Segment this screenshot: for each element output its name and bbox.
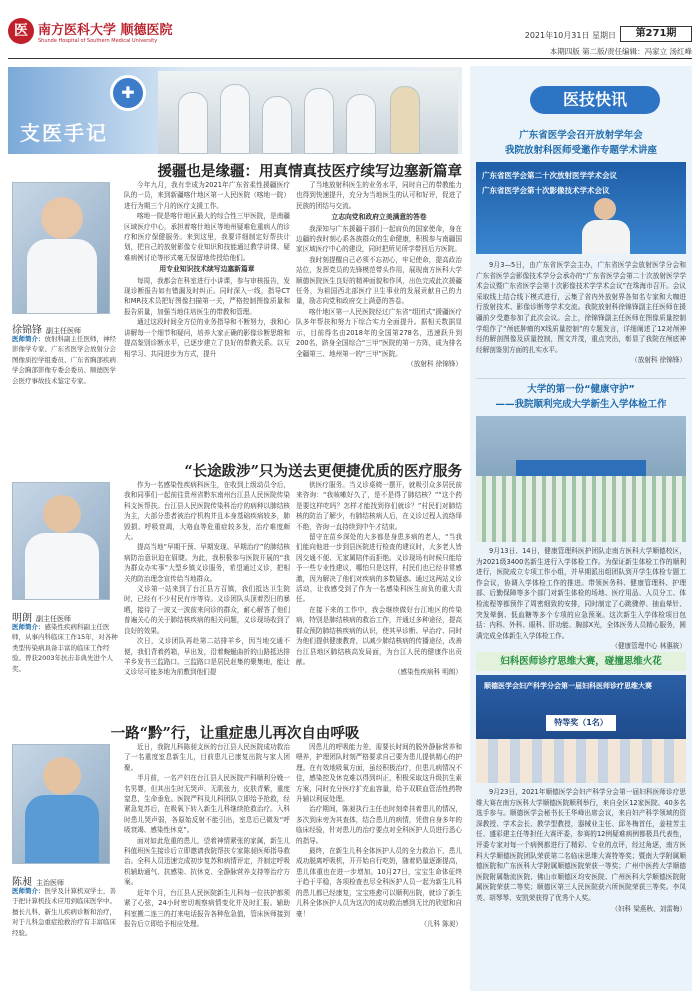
doctor-figure	[178, 92, 208, 154]
byline: （儿科 陈昶）	[420, 919, 462, 928]
doctor-photo-ming	[12, 482, 110, 600]
news-2-photo	[476, 416, 686, 542]
paragraph: 在接下来的工作中，我会继续做好台江地区的传染病，特别是肺结核病的救治工作，并通过多种途径，提高群众预防肺结核疾病的认识，使其早诊断、早治疗、同时为他们提供健康教育，以减少肺结核病的传播途径，改善台江县地区肺结核高发局面，为台江人民的健康作出贡献。	[296, 605, 462, 666]
doctor-name: 徐锦锋	[12, 325, 42, 336]
paragraph: 次日，义诊团队再赴第二站排羊乡，因当地交通不便，我们背着药箱，早出发，沿着蜿蜒曲折的山路抵达排羊乡发书三监路口。三监路口是居民赶集的聚集地，能让义诊尽可能多地为前敷到他们提	[124, 637, 290, 677]
column-title: 支医手记	[20, 121, 108, 145]
issue-number: 第271期	[620, 26, 692, 42]
news-3-photo	[476, 675, 686, 783]
news-3-headline: 妇科医师诊疗思维大赛，碰撞思维火花	[476, 652, 686, 671]
paragraph: 面对如此危重的患儿，望着神情紧张的家属，新生儿科值班医生接诊后立即邀请我院帮扶专家陈昶医师指导救治。全科人员迅速完成初步复苏和病情评定，并制定呼吸机辅助通气、抗感染、抗休克、全静脉营养支持等治疗方案。	[124, 836, 290, 887]
news-3-byline: （妇科 梁燕秋、刘雷梅）	[611, 904, 686, 913]
doctor-title: 副主任医师	[46, 327, 81, 335]
news-3	[476, 652, 686, 914]
paragraph: 喀什地区第一人民医院经过广东省“组团式”援疆医疗队多年帮扶和努力下综合实力全面提升。据相关数据显示，目前得名由2018年的全国第278名，迅速跃升到200名，跻身全国综合“三甲”医院的第一方阵，成为排名全疆第三、地州第一的“三甲”医院。	[296, 307, 462, 358]
article-3-column-1	[124, 742, 290, 988]
doctor-photo-xu	[12, 182, 110, 314]
paragraph: 每周，我都会在科室进行小讲课，参与审核报告，发现诊断报告如有错漏及时纠正。同时深入一线，指导CT和MR技术员把好图像扫描第一关，严格控制图像质量和报告质量，加强当地住培医生的带教和管理。	[124, 276, 290, 316]
paragraph: 我深知与广东援疆干部们一起肩负的国家使命，身在边疆的我时刻心系各族群众的生命健康，积极参与南疆国家区域医疗中心的建设，同时把所见所学带回后方医院。	[296, 224, 462, 254]
article-3-column-2	[296, 742, 462, 988]
paragraph: 因患儿的呼吸能力差，需要长时间的脱外静脉营养和喂养，护理团队时刻严格要求自己要为患儿提供精心的护理。在有效地吸氧方面，虽经积极治疗，但患儿病情况不佳，感染控及休克难以得到纠正，积极采取这升级抗生素方案，同时充分医疗扩充血容量，给予双联血管活性药物升辅以利尿处理。	[296, 743, 462, 804]
paragraph: 今年九月，我有幸成为2021年广东省柔性援疆医疗队的一员，来到新疆喀什地区第一人民医院（喀地一院）进行为期三个月的医疗支援工作。	[124, 181, 290, 210]
news-2-subheadline: ——我院顺利完成大学新生入学体检工作	[495, 399, 667, 410]
doctor-badge-icon: ✚	[110, 75, 146, 111]
header-divider	[8, 58, 692, 59]
news-2-body: 9月13日、14日，健康管理科医护团队走南方医科大学顺德校区，为2021级3400名新生进行入学体检工作。为保证新生体检工作的顺利进行，医院成立专项工作小组，并早期派出组团队到开学生体检专题工作会议，协调入学体检工作的推进。带领医务科、健康管理科、护理部、后勤保障等多个部门对新生体检的场地、医疗用品、人员分工、体检流程等都预作了周密细致的安排，同时制定了心跳骤停、抽血晕针、突发晕倒、低血糖等多个专项的应急预案。这次新生入学体检项目包括：内科、外科、眼科、肝功能、胸部X光，全体医务人员精心服务，圆满完成全体新生入学体检工作。	[476, 547, 686, 640]
photo-banner-text: 广东省医学会第十次影像技术学术会议	[482, 186, 610, 195]
article-2-title: “长途跋涉”只为送去更便捷优质的医疗服务	[184, 463, 462, 480]
banner-photo	[158, 71, 458, 154]
paragraph: 近年个月，台江县人民医院新生儿科每一位扶护都须紧了心弦，24小时密切观察病情变化并及时汇报。辅助科室搬二连三的打来电话报告各种危急值，管床医师接到报告后立即给予相应处理。	[124, 888, 290, 928]
issue-date: 2021年10月31日 星期日	[524, 31, 616, 40]
paragraph: 了当地放射科医生的业务水平，同时自己的带教能力也得到快速提升，充分为当地医生的认可和好评，促进了民族的团结与交流。	[296, 181, 462, 210]
masthead	[0, 0, 700, 62]
doctor-intro-xu: 医师简介：放射科副主任医师，神经影像学专家、广东省医学会放射分会图像质控学组委员、广东省胸部疾病学会胸部影像专委会委员、顺德医学会医疗事故技术鉴定专家。	[12, 335, 116, 385]
news-2	[476, 382, 686, 652]
news-1-photo	[476, 162, 686, 254]
paragraph: 作为一名感染性疾病科医生，在收到上级动员令后，我和同事们一起前往贵州省黔东南州台江县人民医院传染科支医帮扶。台江县人民医院传染科治疗的病种以肺结核为主，大部分患者被治疗机构并且本身基础疾病较多，肺毁损、呼吸衰竭，大咯血等危重症较多发，治疗难度颇大。	[124, 481, 290, 542]
paragraph: 留守在苗乡深处的大多都是身患多病的老人，“当我们能向他进一步到县医院进行检查的建议时，大多老人皆因交通不便、无家属陪伴而拒绝。义诊现场有时候只能给予一些专业性建议，哪怕只是这样，村民们也已经非常感激，因为解决了他们对疾病的多数疑惑。通过这两站义诊活动，让我感受到了作为一名感染科医生肩负的重大责任。	[296, 533, 462, 604]
doctor-figure	[220, 84, 250, 154]
doctor-intro-chen: 医师简介：医学及计算机双学士，善于把计算机技术应用到临床医学中。擅长儿科、新生儿疾病诊断和治疗，对于儿科急重症抢救治疗有丰富临床经验。	[12, 887, 116, 937]
byline: （放射科 徐锦锋）	[407, 359, 462, 368]
news-1-subheadline: 我院放射科医师受邀作专题学术讲座	[504, 145, 657, 156]
paragraph: 治疗期间，陈昶执行主任也时刻牵挂着患儿的情况，多次到床旁为其查体，结合患儿的病情，凭借自身多年的临床经验，针对患儿的治疗要点对全科医护人员进行悉心的指导。	[296, 805, 462, 845]
news-1	[476, 128, 686, 366]
article-2-column-2	[296, 480, 462, 716]
paragraph: 通过这段时间全方位的业务指导和不断努力，我和心讲解每一个细节和疑问，培养大家正确的影像诊断思维和提高鉴别诊断水平，已逐步建立了良好的带教关系。以互相学习、共同进步为方式，提升	[124, 318, 290, 358]
article-1-title: 援疆也是缘疆：用真情真技医疗续写边塞新篇章	[157, 163, 462, 180]
paragraph: 供医疗服务。当义诊桌椅一摆开，就吸引众多居民前来咨询：“我咳嗽好久了，是不是得了肺结核？”“这个药是要这样吃吗？怎样才能找到你们就诊？”村民们对肺结核的防治了解少，有肺结核病人后，在义诊过程人流络绎不绝，咨询一直持续到中午才结束。	[296, 481, 462, 531]
banner-flag	[390, 86, 420, 154]
byline: （感染性疾病科 明朗）	[393, 668, 462, 677]
paragraph: 义诊第一站来到了台江县方召镇，我们抵达卫生院时，已经有不少村民有序等待。义诊团队头顶着烈日的暴晒，接待了一波又一波前来问诊的群众，耐心解答了他们普遍关心的关于肺结核疾病的相关问题，义诊现场收到了良好的效果。	[124, 585, 290, 635]
subheading: 立志向党和政府立美满意的答卷	[331, 213, 427, 222]
paragraph: 我时刻提醒自己必须不忘初心，牢记使命，提高政治站位，发挥党员的先锋模范带头作用，展现南方医科大学顺德医院医生良好的精神面貌和作风，出色完成此次援疆任务，为祖国西北部医疗卫生事业的发展贡献自己的力量，励志向党和政府交上满意的答卷。	[296, 255, 462, 306]
doctor-photo-chen	[12, 744, 110, 864]
photo-banner-text: 顺德医学会妇产科学分会第一届妇科医师诊疗思维大赛	[484, 682, 652, 690]
hospital-emblem-icon: 医	[8, 18, 34, 44]
doctor-figure	[346, 94, 376, 154]
article-2-column-1	[124, 480, 290, 716]
column-banner	[8, 67, 462, 154]
news-3-body: 9月23日，2021年顺德医学会妇产科学分会第一届妇科医师诊疗思维大赛在南方医科大学顺德医院顺利举行，来自全区12家医院、40多名选手参与。顺德医学会秘书长王华峰出席会议，来自妇产科学领域的资深教授、学术会长、教学型教授，器械业主任、邱冬梅首任，姜桂芳主任、盛彩建主任等担任大赛评委，参赛的12例疑难病例都极具代表性，评委专家对每一个病例都进行了精彩、专业的点评，经过角逐，南方医科大学顺德医院团队荣获第二名临床思维大赛特等奖；暨南大学附属顺德医院和广东医科大学附属顺德医院荣获一等奖；广州中医药大学顺德医院附属勒流医院、佛山市顺德区均安医院、广州医科大学顺德医院附属医院荣获二等奖；顺德区第三人民医院获六所医院荣获三等奖。李凤英、胡琴琴、安凯荣获得了优秀个人奖。	[476, 788, 686, 902]
sidebar-header: 医技快讯	[530, 86, 660, 114]
paragraph: 最终，在新生儿科全体医护人员的全力救治下，患儿成功脱离呼吸机，开开始自行吃奶，随着奶量逐渐提高，患儿体重也在进一步增加。10月27日，宝宝生命体征终于趋于平稳，各项检查也尽全科医护人员一起为新生儿科的患儿都已经康复，宝宝痊愈可以顺利出院，就诊了新生儿科全体医护人员为这次的成功救治感到无比的欣慰和自豪！	[296, 847, 462, 918]
article-3-title: 一路“黔”行，让重症患儿再次自由呼吸	[110, 725, 360, 742]
doctor-figure	[304, 88, 334, 154]
news-1-byline: （放射科 徐锦锋）	[631, 356, 686, 365]
hospital-name-en: Shunde Hospital of Southern Medical University	[38, 37, 158, 44]
news-1-headline: 广东省医学会召开放射学年会	[519, 130, 643, 141]
news-2-headline: 大学的第一份“健康守护”	[527, 384, 635, 395]
sidebar-divider	[476, 378, 686, 379]
subheading: 用专业知识技术续写边塞新篇章	[159, 265, 255, 274]
paragraph: 提高当地“早期干预、早期发现、早期治疗”的肺结核病防治意识迫在眉睫。为此，我积极参与医院开展的“我为群众办实事”大型乡镇义诊服务，希望通过义诊，把相关的防治理念宣传给当地群众。	[124, 543, 290, 583]
hospital-logo	[8, 18, 173, 44]
photo-award-text: 特等奖（1名）	[546, 715, 616, 731]
article-1-column-1	[124, 180, 290, 454]
news-1-body: 9月3—5日，由广东省医学会主办，广东省医学会放射医学分会和广东省医学会影像技术学分会承办的“广东省医学会第二十次放射医学学术会议暨广东省医学会第十次影像技术学学术会议”在珠海市召开。会议采取线上结合线下模式进行，云集了省内外放射界各知名专家和大咖进行放射技术、影像诊断等学术交流。我院放射科徐锦锋副主任医师在援疆前夕受邀参加了此次会议。会上，徐锦锋副主任医师在图像质量控制学组作了“颅底肿瘤的X线质量控制”的专题发言，详细阐述了12对颅神经的解剖图像及质量控制，图文并茂，重点突出，彰显了我院在颅底神经解剖鉴别方面的扎实水平。	[476, 261, 686, 354]
news-2-byline: （健康管理中心 林惠筱）	[611, 642, 686, 651]
hospital-name: 南方医科大学 顺德医院	[38, 22, 173, 38]
doctor-title: 主治医师	[36, 879, 64, 887]
doctor-name: 陈昶	[12, 877, 32, 888]
doctor-title: 副主任医师	[36, 615, 71, 623]
photo-banner-text: 广东省医学会第二十次放射医学学术会议	[482, 171, 617, 180]
doctor-figure	[262, 96, 292, 154]
doctor-name: 明朗	[12, 613, 32, 624]
paragraph: 半月前，一名产妇在台江县人民医院产科顺利分娩一名男婴，但其出生时无哭声、无肌张力，皮肤青紫，重度窒息，生命垂危。医院严科及儿科团队立即给予抢救，经紧急复苏后，在吸氧下转入新生儿科继续抢救治疗。入科时患儿哭声弱，各原始反射不能引出，室息后已微发“呼吸衰竭、感染性休克”。	[124, 774, 290, 835]
paragraph: 近日，我院儿科陈昶支医的台江县人民医院成功救治了一名重度室息新生儿，目前患儿已康复出院与家人团聚。	[124, 743, 290, 772]
doctor-intro-ming: 医师简介：感染性疾病科副主任医师，从事内科临床工作15年，对各种类型传染病具备丰富的临床工作经验。曾获2003年抗击非典先进个人奖。	[12, 623, 118, 673]
paragraph: 喀地一院是喀什地区最大的综合性三甲医院，是南疆区域医疗中心，承担着喀什地区等地州疑难危重病人的诊疗和医疗保健服务。来到这里，我要详细制定好帮扶计划，把自己的放射影像专业知识和技能通过教学讲课、疑难病例讨论等形式毫无保留地传授给他们。	[124, 212, 290, 262]
article-1-column-2	[296, 180, 462, 454]
edition-info: 本期四版 第二版/责任编辑：冯家立 汤红峰	[549, 47, 692, 56]
